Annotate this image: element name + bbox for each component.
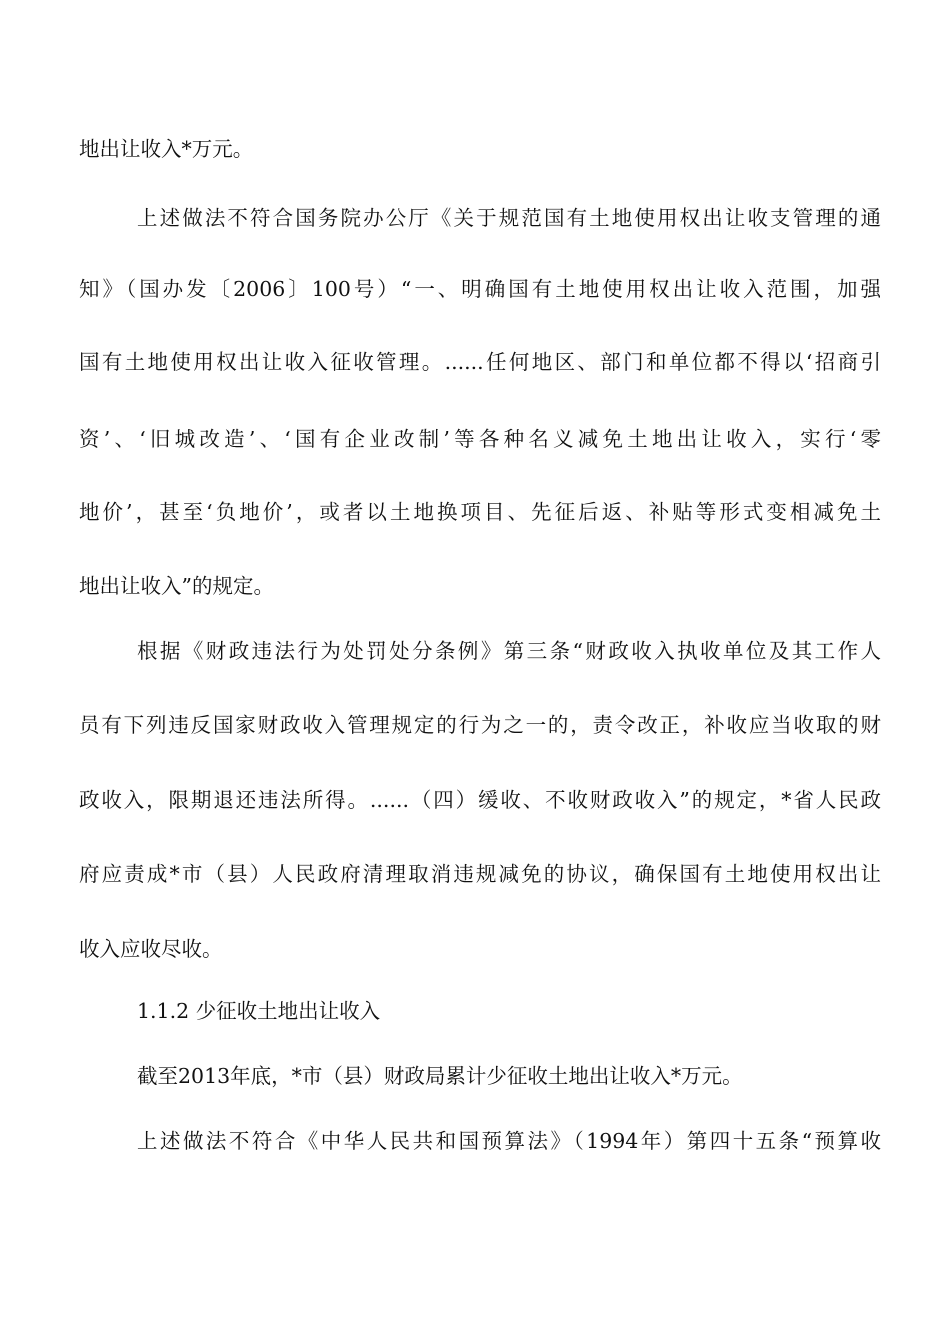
paragraph-line: 员有下列违反国家财政收入管理规定的行为之一的，责令改正，补收应当收取的财 xyxy=(79,713,881,737)
paragraph-line: 地出让收入*万元。 xyxy=(79,137,254,161)
paragraph-line: 上述做法不符合《中华人民共和国预算法》（1994年）第四十五条“预算收 xyxy=(137,1129,881,1153)
section-heading: 1.1.2 少征收土地出让收入 xyxy=(137,999,381,1023)
paragraph-line: 根据《财政违法行为处罚处分条例》第三条“财政收入执收单位及其工作人 xyxy=(137,639,881,663)
paragraph-line: 地出让收入”的规定。 xyxy=(79,574,274,598)
paragraph-line: 国有土地使用权出让收入征收管理。......任何地区、部门和单位都不得以‘招商引 xyxy=(79,350,881,374)
paragraph-line: 地价’，甚至‘负地价’，或者以土地换项目、先征后返、补贴等形式变相减免土 xyxy=(79,500,881,524)
paragraph-line: 知》（国办发〔2006〕100号）“一、明确国有土地使用权出让收入范围，加强 xyxy=(79,277,881,301)
paragraph-line: 上述做法不符合国务院办公厅《关于规范国有土地使用权出让收支管理的通 xyxy=(137,206,881,230)
paragraph-line: 收入应收尽收。 xyxy=(79,937,223,961)
paragraph-line: 府应责成*市（县）人民政府清理取消违规减免的协议，确保国有土地使用权出让 xyxy=(79,862,881,886)
paragraph-line: 资’、‘旧城改造’、‘国有企业改制’等各种名义减免土地出让收入，实行‘零 xyxy=(79,427,881,451)
paragraph-line: 政收入，限期退还违法所得。......（四）缓收、不收财政收入”的规定，*省人民政 xyxy=(79,788,881,812)
paragraph-line: 截至2013年底，*市（县）财政局累计少征收土地出让收入*万元。 xyxy=(137,1064,743,1088)
